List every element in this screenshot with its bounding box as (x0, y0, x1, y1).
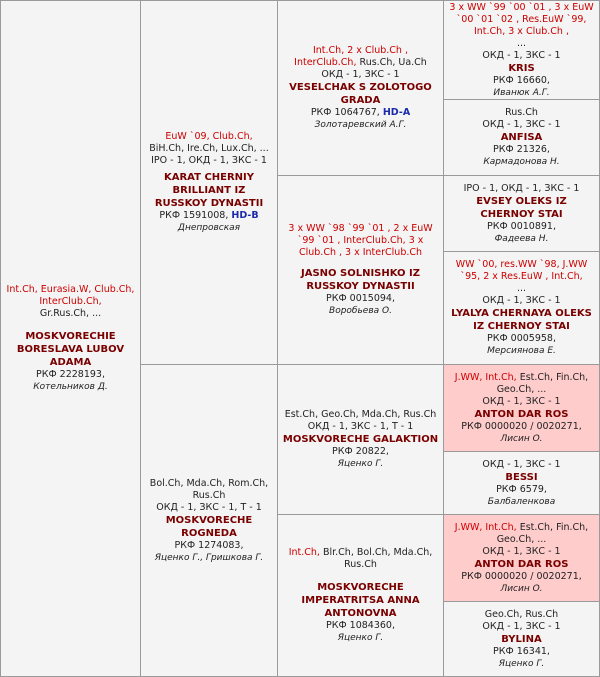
working-tests: ОКД - 1, ЗКС - 1 (321, 69, 400, 80)
titles-red: InterClub.Ch, (294, 57, 357, 68)
dog-name[interactable]: MOSKVORECHE IMPERATRITSA ANNA ANTONOVNA (301, 582, 420, 619)
working-tests: ОКД - 1, ЗКС - 1 (482, 49, 561, 61)
pedigree-cell-gen4-1 (443, 0, 600, 100)
titles: Rus.Ch (505, 107, 538, 118)
owner: Мерсиянова Е. (487, 346, 556, 356)
owner: Иванюк А.Г. (493, 87, 550, 98)
dog-name[interactable]: MOSKVORECHIE BORESLAVA LUBOV ADAMA (16, 331, 125, 368)
titles: Geo.Ch, Rus.Ch (484, 608, 559, 620)
pedigree-cell-gen4-3 (443, 175, 600, 252)
dog-name[interactable]: BESSI (505, 471, 538, 483)
pedigree-cell-gen4-7 (443, 514, 600, 602)
titles-red: 3 x WW `98 `99 `01 , 2 x EuW `99 `01 , InterClub.Ch, 3 x Club.Ch , 3 x InterClub.Ch (288, 223, 433, 258)
working-tests: IPO - 1, ОКД - 1, ЗКС - 1 (463, 182, 580, 194)
pedigree-cell-gen4-2 (443, 99, 600, 176)
titles: Gr.Rus.Ch, ... (39, 308, 102, 319)
registration-number: РКФ 16660, (493, 74, 550, 86)
titles-red: J.WW, Int.Ch, (454, 371, 517, 383)
dog-name[interactable]: VESELCHAK S ZOLOTOGO GRADA (289, 82, 432, 106)
registration-number: РКФ 1591008, (159, 210, 229, 221)
titles: ... (516, 37, 527, 49)
dog-name[interactable]: ANTON DAR ROS (474, 558, 569, 570)
registration-line (159, 210, 258, 222)
owner: Лисин О. (500, 583, 543, 594)
working-tests: ОКД - 1, ЗКС - 1 (482, 119, 561, 130)
registration-number: РКФ 0000020 / 0020271, (461, 570, 582, 582)
titles: Bol.Ch, Mda.Ch, Rom.Ch, Rus.Ch (149, 477, 269, 501)
titles-red: Int.Ch, (288, 547, 320, 558)
titles-red: EuW `09, Club.Ch, (165, 131, 253, 142)
working-tests: ОКД - 1, ЗКС - 1 (482, 620, 561, 632)
working-tests: ОКД - 1, ЗКС - 1 (482, 295, 561, 306)
owner: Лисин О. (500, 433, 543, 444)
registration-number: РКФ 20822, (332, 446, 389, 457)
titles: Est.Ch, Fin.Ch, Geo.Ch, ... (496, 521, 589, 545)
titles-line (448, 522, 595, 546)
working-tests: ОКД - 1, ЗКС - 1 (482, 458, 561, 470)
pedigree-cell-sire (140, 0, 278, 365)
registration-line (311, 107, 410, 119)
dog-name[interactable]: ANTON DAR ROS (474, 408, 569, 420)
pedigree-cell-gen4-4 (443, 251, 600, 365)
dog-name[interactable]: LYALYA CHERNAYA OLEKS IZ CHERNOY STAI (451, 308, 592, 332)
titles: Est.Ch, Fin.Ch, Geo.Ch, ... (496, 371, 589, 395)
titles-red: 3 x WW `99 `00 `01 , 3 x EuW `00 `01 `02 , Res.EuW `99, Int.Ch, 3 x Club.Ch , (449, 1, 594, 37)
registration-number: РКФ 0000020 / 0020271, (461, 420, 582, 432)
owner: Балбаленкова (487, 496, 556, 507)
owner: Яценко Г. (337, 459, 384, 469)
pedigree-cell-dam-sire (277, 364, 444, 515)
registration-number: РКФ 1084360, (325, 620, 395, 631)
registration-number: РКФ 1064767, (310, 107, 380, 118)
dog-name[interactable]: KRIS (508, 62, 535, 74)
pedigree-cell-subject (0, 0, 141, 677)
titles-red: J.WW, Int.Ch, (454, 521, 517, 533)
hd-grade: HD-A (382, 107, 411, 118)
registration-number: РКФ 21326, (493, 144, 550, 155)
titles: Est.Ch, Geo.Ch, Mda.Ch, Rus.Ch (284, 409, 437, 420)
working-tests: ОКД - 1, ЗКС - 1, Т - 1 (156, 501, 262, 513)
working-tests: IPO - 1, ОКД - 1, ЗКС - 1 (151, 155, 267, 166)
registration-number: РКФ 1274083, (174, 539, 244, 551)
titles-line (282, 547, 439, 571)
owner: Золотаревский А.Г. (314, 120, 407, 130)
titles-red: Int.Ch, Eurasia.W, Club.Ch, InterClub.Ch, (6, 284, 135, 307)
pedigree-cell-dam (140, 364, 278, 677)
dog-name[interactable]: EVSEY OLEKS IZ CHERNOY STAI (476, 195, 567, 220)
owner: Фадеева Н. (494, 233, 549, 244)
dog-name[interactable]: JASNO SOLNISHKO IZ RUSSKOY DYNASTII (300, 268, 420, 292)
owner: Яценко Г. (498, 658, 545, 669)
titles-red: Int.Ch, 2 x Club.Ch , (312, 45, 408, 56)
titles: BiH.Ch, Ire.Ch, Lux.Ch, ... (149, 143, 269, 154)
titles: ... (516, 283, 527, 294)
registration-number: РКФ 0015094, (325, 293, 395, 304)
dog-name[interactable]: MOSKVORECHE ROGNEDA (165, 514, 253, 539)
working-tests: ОКД - 1, ЗКС - 1 (482, 545, 561, 557)
titles-line (294, 57, 427, 69)
pedigree-cell-gen4-6 (443, 451, 600, 515)
pedigree-cell-dam-dam (277, 514, 444, 677)
hd-grade: HD-B (231, 210, 259, 221)
titles-red: WW `00, res.WW `98, J.WW `95, 2 x Res.EuW , Int.Ch, (455, 259, 588, 282)
titles-line (448, 372, 595, 396)
pedigree-cell-gen4-5 (443, 364, 600, 452)
titles: Rus.Ch, Ua.Ch (359, 57, 427, 68)
registration-number: РКФ 0010891, (486, 220, 556, 232)
working-tests: ОКД - 1, ЗКС - 1, Т - 1 (307, 421, 414, 432)
pedigree-cell-sire-dam (277, 175, 444, 365)
registration-number: РКФ 6579, (496, 483, 547, 495)
owner: Котельников Д. (33, 382, 108, 392)
owner: Воробьева О. (329, 306, 392, 316)
dog-name[interactable]: ANFISA (500, 132, 543, 143)
titles: Blr.Ch, Bol.Ch, Mda.Ch, Rus.Ch (322, 547, 433, 570)
working-tests: ОКД - 1, ЗКС - 1 (482, 395, 561, 407)
dog-name[interactable]: MOSKVORECHE GALAKTION (282, 434, 439, 445)
pedigree-cell-sire-sire (277, 0, 444, 176)
owner: Кармадонова Н. (483, 157, 560, 167)
registration-number: РКФ 2228193, (35, 369, 105, 380)
owner: Яценко Г., Гришкова Г. (154, 552, 264, 563)
owner: Днепровская (177, 223, 241, 233)
registration-number: РКФ 0005958, (486, 333, 556, 344)
registration-number: РКФ 16341, (493, 645, 550, 657)
pedigree-cell-gen4-8 (443, 601, 600, 677)
owner: Яценко Г. (337, 633, 384, 643)
dog-name[interactable]: KARAT CHERNIY BRILLIANT IZ RUSSKOY DYNASTII (154, 172, 264, 209)
dog-name[interactable]: BYLINA (501, 633, 542, 645)
